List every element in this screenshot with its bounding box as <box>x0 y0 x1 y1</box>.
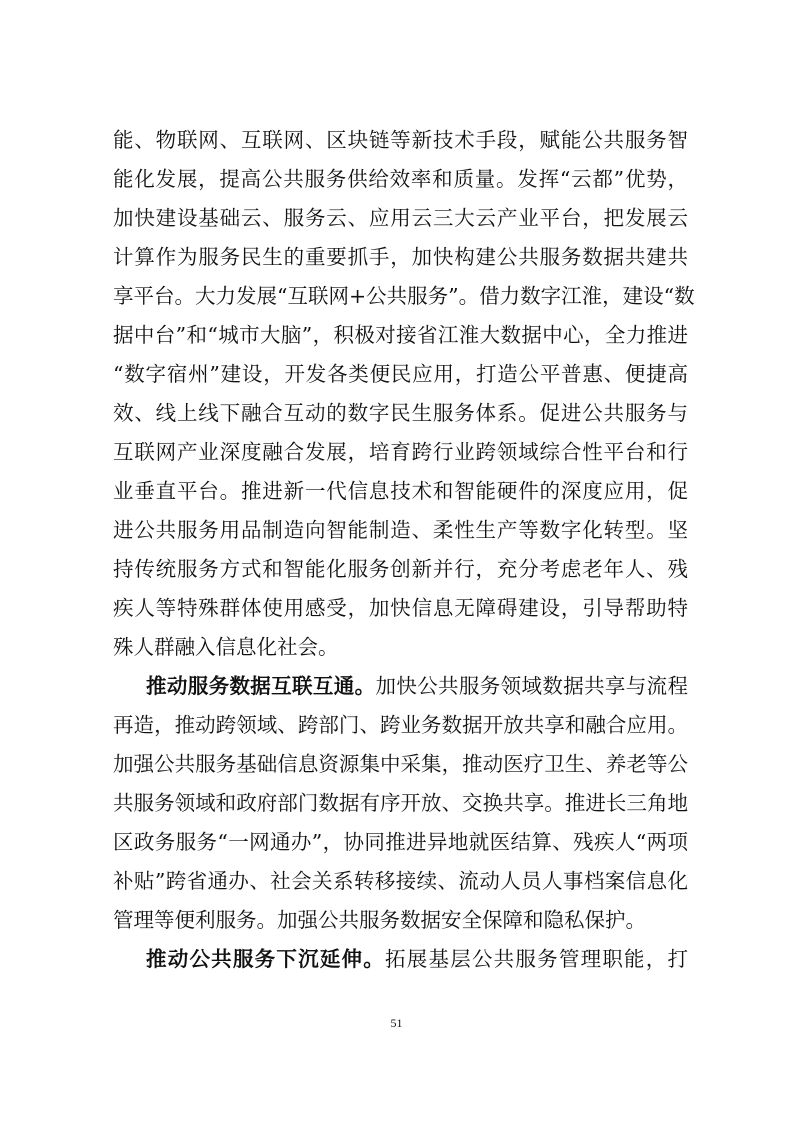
text-line <box>113 667 688 706</box>
text-line: 互联网产业深度融合发展，培育跨行业跨领域综合性平台和行 <box>113 440 688 464</box>
paragraph-heading: 推动公共服务下沉延伸。 <box>146 947 386 971</box>
text-line: 管理等便利服务。加强公共服务数据安全保障和隐私保护。 <box>113 908 646 932</box>
text-line: 据中台”和“城市大脑”，积极对接省江淮大数据中心，全力推进 <box>113 323 688 347</box>
text-line: 进公共服务用品制造向智能制造、柔性生产等数字化转型。坚 <box>113 518 688 542</box>
paragraph <box>113 940 688 979</box>
text-line: 持传统服务方式和智能化服务创新并行，充分考虑老年人、残 <box>113 557 688 581</box>
text-line: 再造，推动跨领域、跨部门、跨业务数据开放共享和融合应用。 <box>113 713 688 737</box>
text-line: 疾人等特殊群体使用感受，加快信息无障碍建设，引导帮助特 <box>113 596 688 620</box>
text-line: 能、物联网、互联网、区块链等新技术手段，赋能公共服务智 <box>113 128 688 152</box>
text-line: “数字宿州”建设，开发各类便民应用，打造公平普惠、便捷高 <box>113 362 688 386</box>
text-line: 殊人群融入信息化社会。 <box>113 635 339 659</box>
text-line <box>113 940 688 979</box>
text-line: 补贴”跨省通办、社会关系转移接续、流动人员人事档案信息化 <box>113 869 688 893</box>
text-line: 业垂直平台。推进新一代信息技术和智能硬件的深度应用，促 <box>113 479 688 503</box>
text-span: 拓展基层公共服务管理职能，打 <box>385 947 689 971</box>
paragraph <box>113 667 688 940</box>
body-text <box>113 121 695 979</box>
text-line: 享平台。大力发展“互联网+公共服务”。借力数字江淮，建设“数 <box>113 284 695 308</box>
text-line: 计算作为服务民生的重要抓手，加快构建公共服务数据共建共 <box>113 245 688 269</box>
text-line: 效、线上线下融合互动的数字民生服务体系。促进公共服务与 <box>113 401 688 425</box>
text-line: 共服务领域和政府部门数据有序开放、交换共享。推进长三角地 <box>113 791 688 815</box>
paragraph <box>113 121 695 667</box>
text-line: 加快建设基础云、服务云、应用云三大云产业平台，把发展云 <box>113 206 688 230</box>
text-span: 加快公共服务领域数据共享与流程 <box>375 674 689 698</box>
text-line: 加强公共服务基础信息资源集中采集，推动医疗卫生、养老等公 <box>113 752 688 776</box>
page-number: 51 <box>390 1016 403 1030</box>
text-line: 区政务服务“一网通办”，协同推进异地就医结算、残疾人“两项 <box>113 830 688 854</box>
text-line: 能化发展，提高公共服务供给效率和质量。发挥“云都”优势， <box>113 167 688 191</box>
paragraph-heading: 推动服务数据互联互通。 <box>146 674 376 698</box>
